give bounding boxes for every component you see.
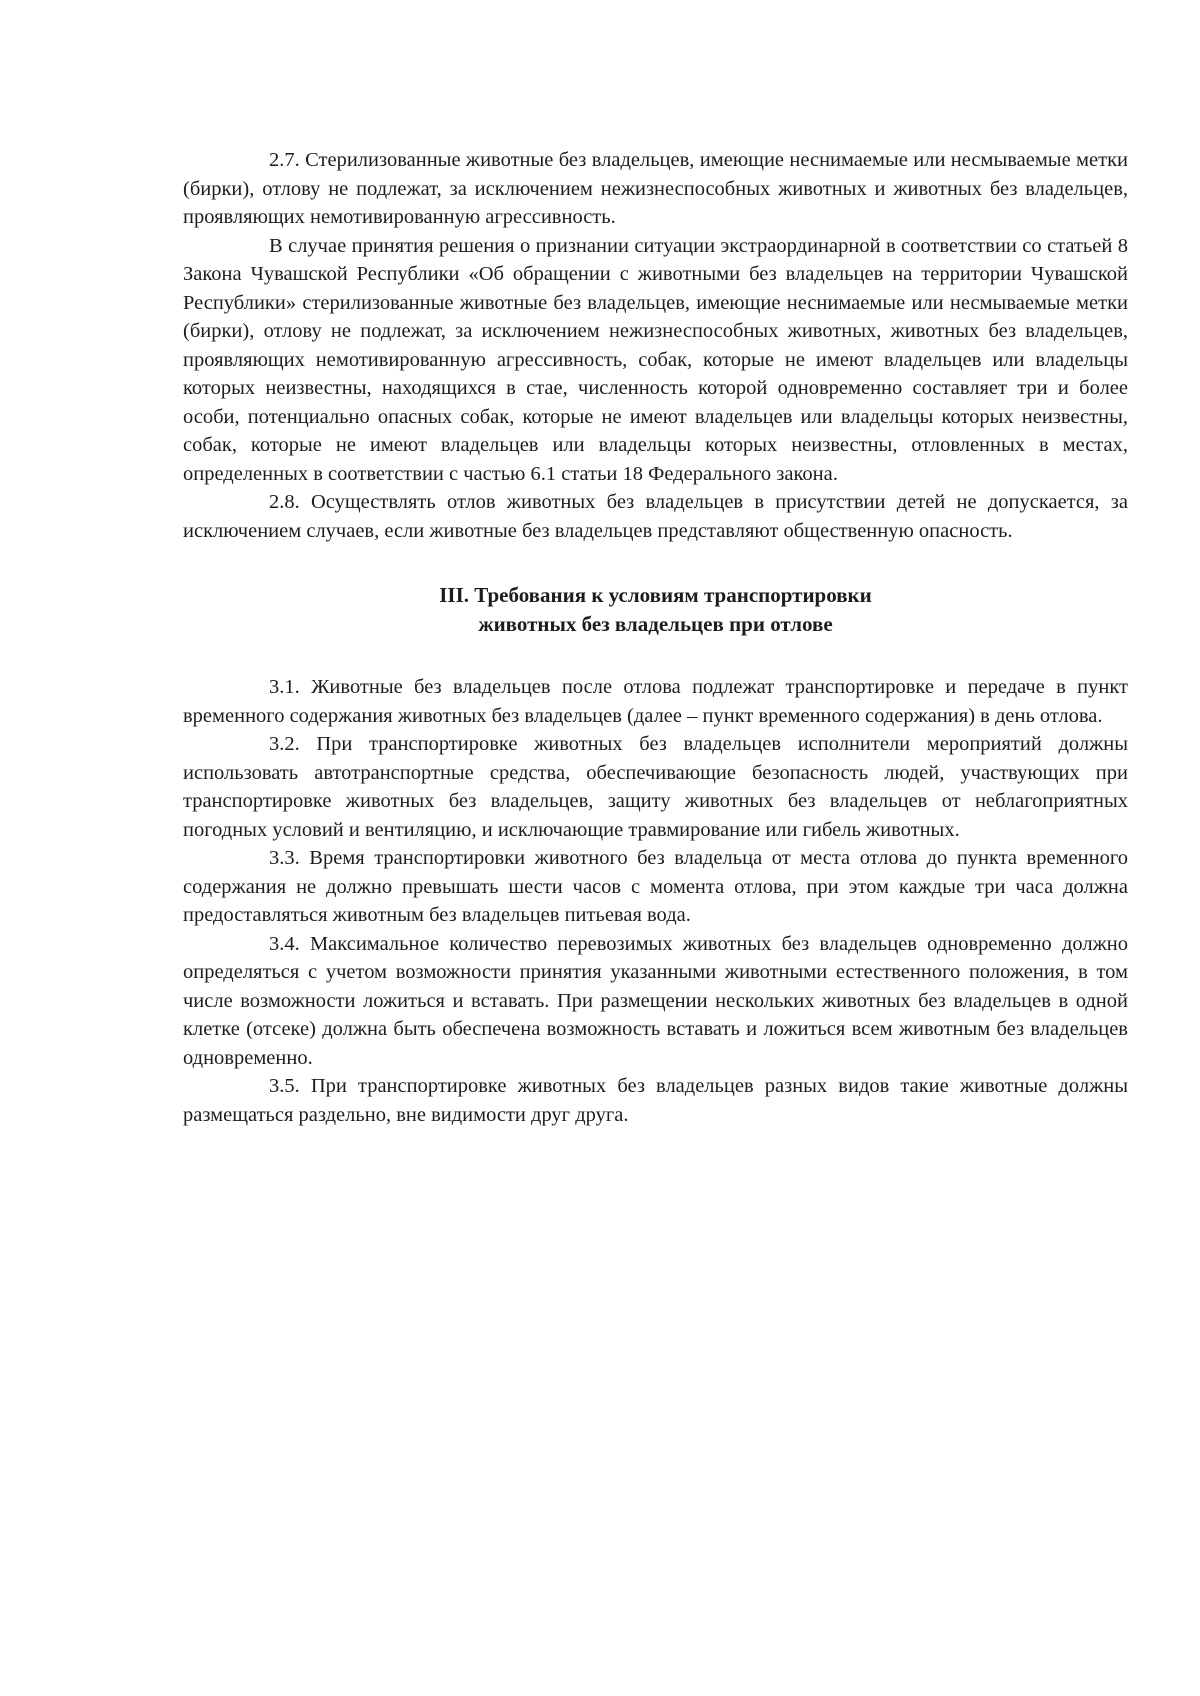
paragraph-2-7: 2.7. Стерилизованные животные без владельцев, имеющие неснимаемые или несмываемые метки (бирки), отлову не подлежат, за исключением нежизнеспособных животных и животных без владельцев, проявляющих немотивированную агрессивность. [183,149,1128,228]
paragraph-3-1: 3.1. Животные без владельцев после отлова подлежат транспортировке и передаче в пункт временного содержания животных без владельцев (далее – пункт временного содержания) в день отлова. [183,676,1128,727]
section-3-heading-line1: III. Требования к условиям транспортировки [439,583,872,607]
paragraph-2-8: 2.8. Осуществлять отлов животных без владельцев в присутствии детей не допускается, за исключением случаев, если животные без владельцев представляют общественную опасность. [183,491,1128,542]
paragraph-extraordinary-situation: В случае принятия решения о признании ситуации экстраординарной в соответствии со статьей 8 Закона Чувашской Республики «Об обращении с животными без владельцев на территории Чувашской Республики» стерилизованные животные без владельцев, имеющие неснимаемые или несмываемые метки (бирки), отлову не подлежат, за исключением нежизнеспособных животных, животных без владельцев, проявляющих немотивированную агрессивность, собак, которые не имеют владельцев или владельцы которых неизвестны, находящихся в стае, численность которой одновременно составляет три и более особи, потенциально опасных собак, которые не имеют владельцев или владельцы которых неизвестны, собак, которые не имеют владельцев или владельцы которых неизвестны, отловленных в местах, определенных в соответствии с частью 6.1 статьи 18 Федерального закона. [183,234,1128,485]
paragraph-3-2: 3.2. При транспортировке животных без владельцев исполнители мероприятий должны использовать автотранспортные средства, обеспечивающие безопасность людей, участвующих при транспортировке животных без владельцев, защиту животных без владельцев от неблагоприятных погодных условий и вентиляцию, и исключающие травмирование или гибель животных. [183,733,1128,841]
document-page [183,146,1128,1129]
section-3-heading-line2: животных без владельцев при отлове [478,612,833,636]
section-3-heading [183,581,1128,639]
paragraph-3-4: 3.4. Максимальное количество перевозимых животных без владельцев одновременно должно определяться с учетом возможности принятия указанными животными естественного положения, в том числе возможности ложиться и вставать. При размещении нескольких животных без владельцев в одной клетке (отсеке) должна быть обеспечена возможность вставать и ложиться всем животным без владельцев одновременно. [183,932,1128,1069]
paragraph-3-3: 3.3. Время транспортировки животного без владельца от места отлова до пункта временного содержания не должно превышать шести часов с момента отлова, при этом каждые три часа должна предоставляться животным без владельцев питьевая вода. [183,847,1128,926]
paragraph-3-5: 3.5. При транспортировке животных без владельцев разных видов такие животные должны размещаться раздельно, вне видимости друг друга. [183,1075,1128,1126]
